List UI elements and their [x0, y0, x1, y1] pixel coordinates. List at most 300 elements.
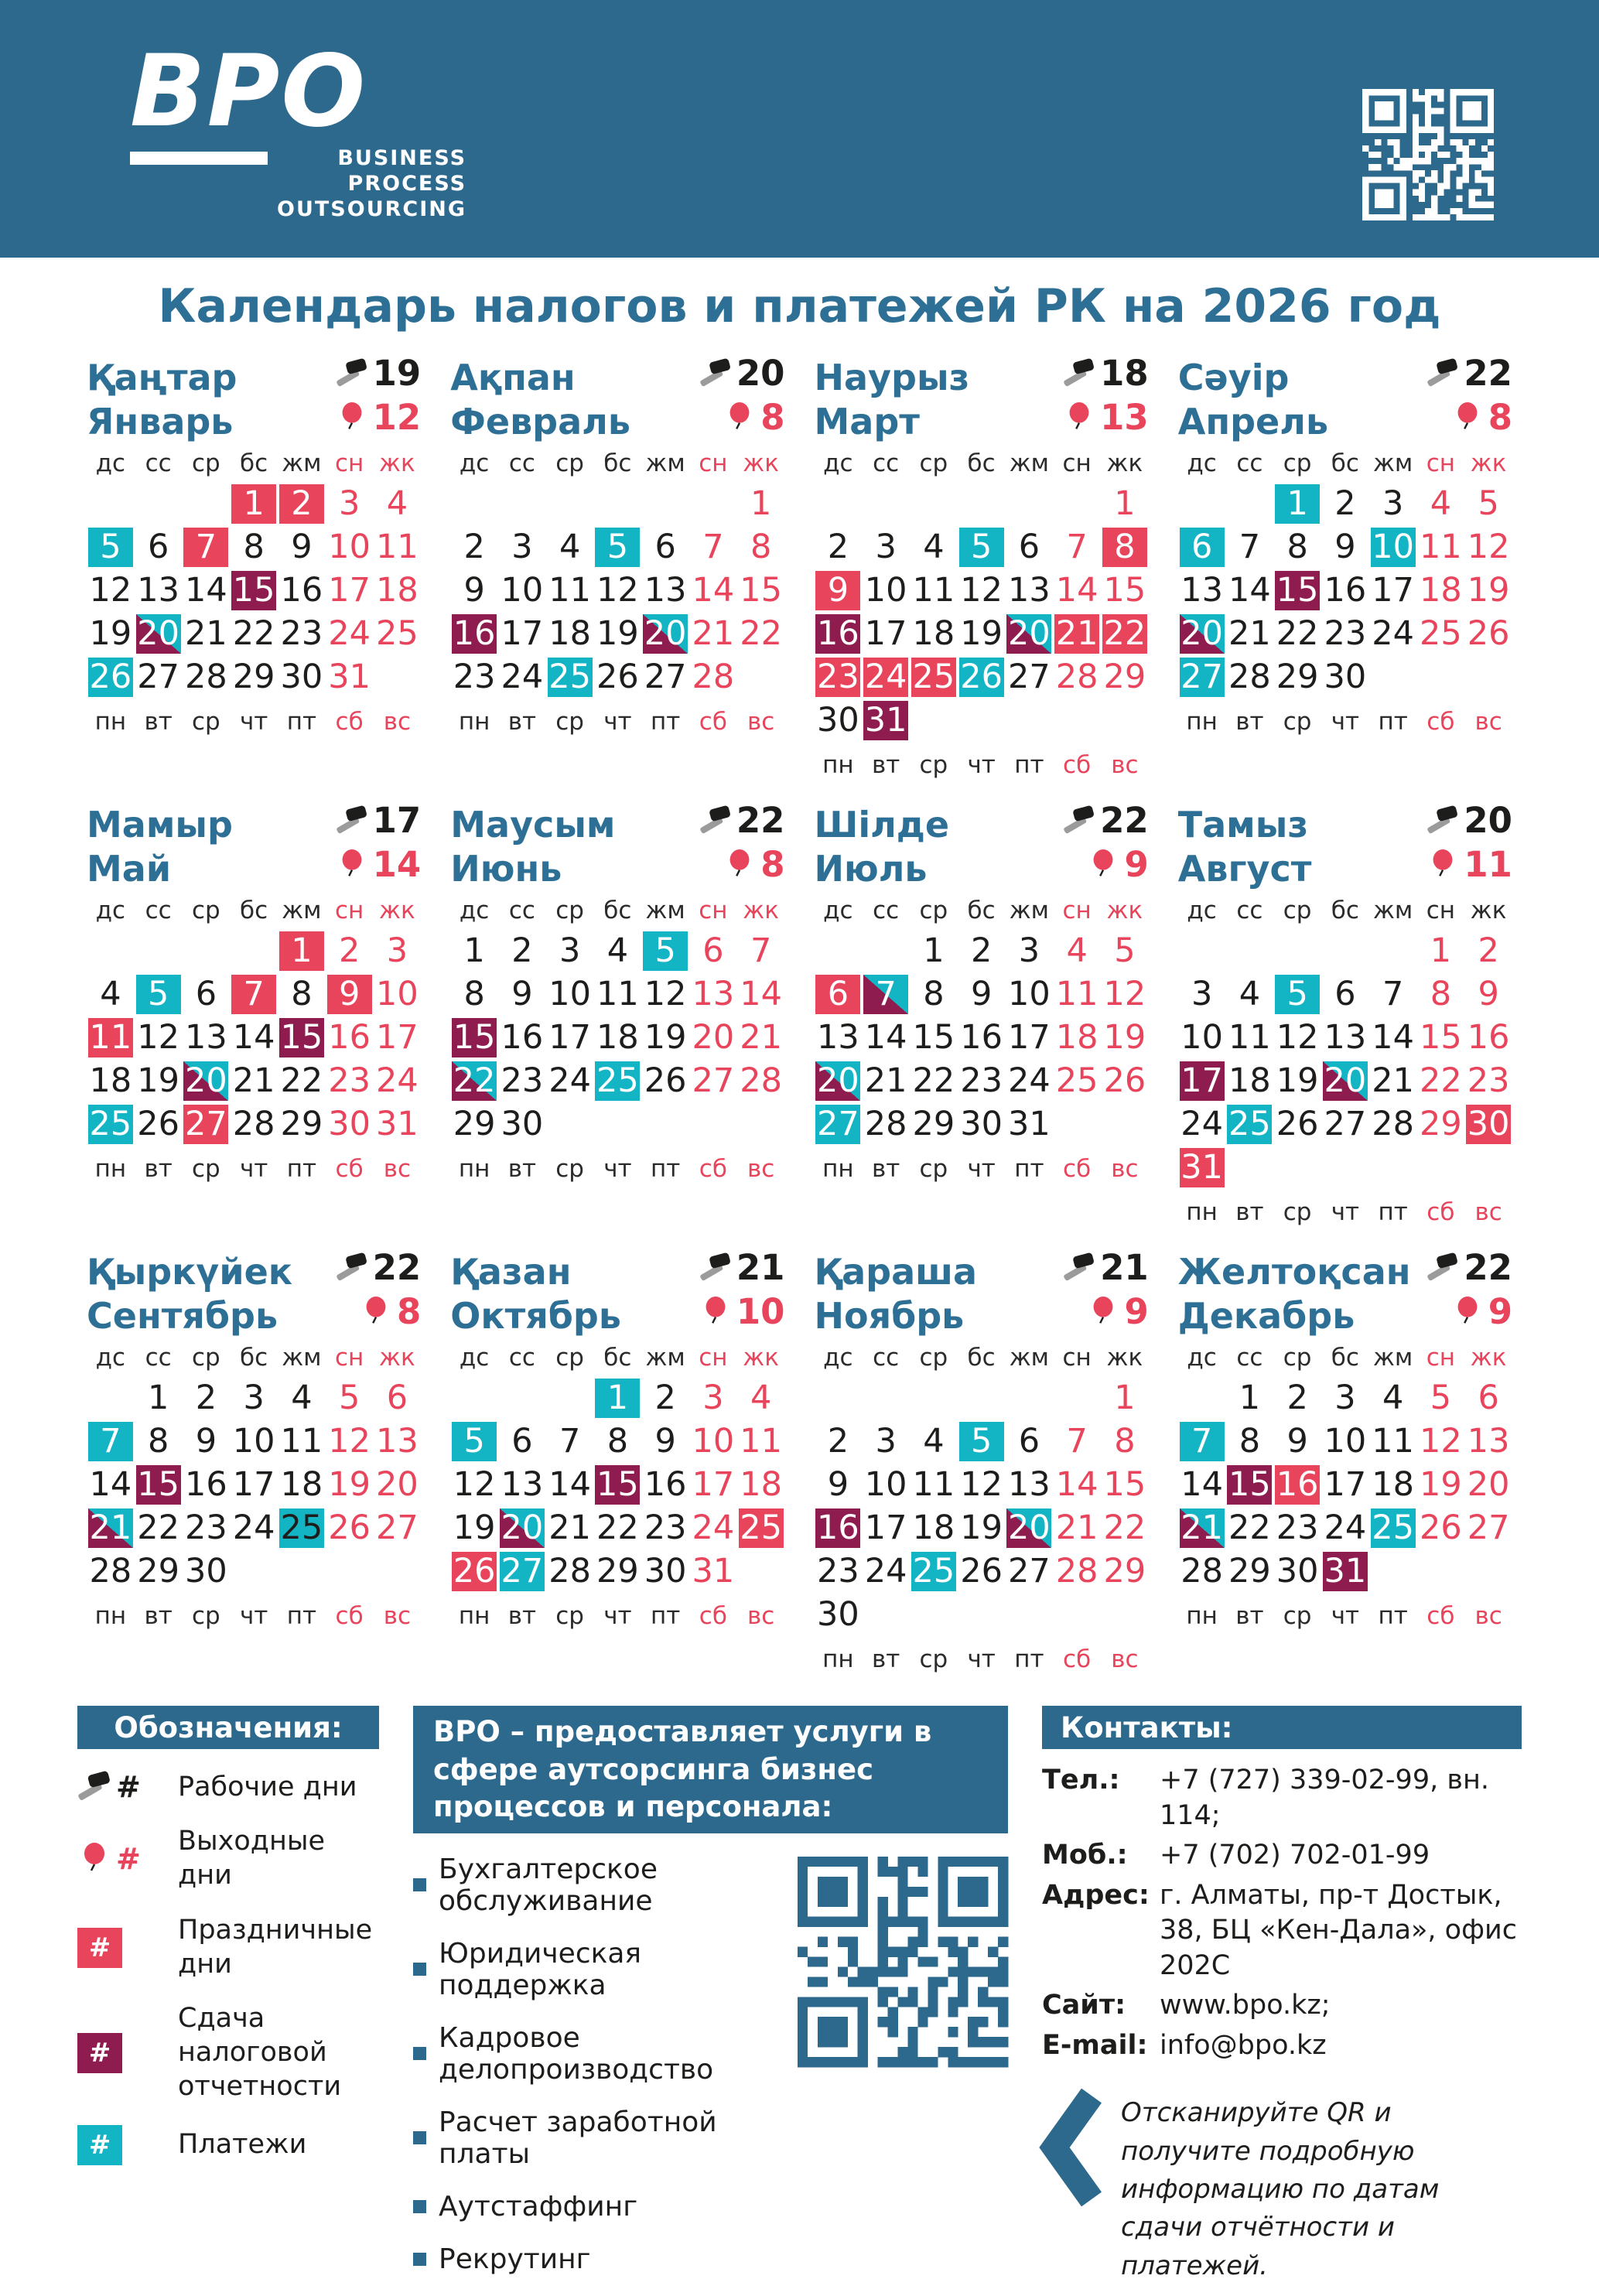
day-weekend: 12	[328, 1422, 371, 1461]
balloon-icon	[723, 401, 756, 434]
weekday-footer-row	[87, 1593, 421, 1635]
weekday-ru-label: пн	[94, 708, 127, 736]
day-payment: 5	[1275, 975, 1320, 1014]
services-list	[413, 1854, 774, 2296]
day-payment: 25	[1372, 1508, 1414, 1548]
day-working: 26	[596, 658, 639, 697]
day-cell-empty	[546, 1102, 594, 1146]
weekday-kk-label: жм	[1009, 1344, 1050, 1372]
day-working: 3	[559, 931, 581, 971]
day-working: 8	[147, 1422, 169, 1461]
day-weekend: 26	[1420, 1508, 1462, 1548]
day-working: 17	[1008, 1018, 1051, 1057]
weekday-ru-label: сб	[1426, 1602, 1455, 1631]
day-working: 14	[232, 1018, 275, 1057]
weekday-ru-label: ср	[555, 1155, 584, 1184]
workdays-count: 22	[1426, 354, 1512, 393]
header-band	[0, 0, 1599, 258]
day-working: 22	[912, 1061, 955, 1101]
weekday-kk-label: дс	[459, 897, 490, 925]
day-cell-empty	[230, 1549, 278, 1593]
contacts-block	[1042, 1706, 1522, 2295]
weekday-kk-label: сс	[873, 897, 900, 925]
day-weekend: 20	[1467, 1465, 1510, 1505]
legend-block	[77, 1706, 379, 2295]
weekday-kk-label: жк	[379, 897, 415, 925]
weekday-ru-label: чт	[603, 1155, 632, 1184]
day-working: 6	[195, 975, 217, 1014]
weekday-footer-row	[815, 1146, 1149, 1187]
day-working: 18	[912, 1508, 955, 1548]
workdays-count: 22	[336, 1248, 422, 1287]
weekday-ru-label: пт	[650, 1155, 681, 1184]
weekday-ru-label: пн	[822, 1155, 854, 1184]
workdays-count: 17	[336, 801, 422, 840]
day-weekend: 10	[328, 528, 371, 567]
day-weekend: 23	[328, 1061, 371, 1101]
weekday-kk-label: жк	[743, 897, 779, 925]
weekday-kk-label: сн	[1062, 1344, 1092, 1372]
chevron-left-icon	[1042, 2089, 1098, 2205]
day-working: 23	[280, 614, 323, 654]
day-payment: 26	[960, 658, 1003, 697]
month-name-kk: Шілде	[814, 803, 950, 846]
weekday-kk-label: сс	[508, 449, 535, 478]
days-grid	[815, 1376, 1149, 1636]
day-cell-empty	[183, 482, 231, 525]
weekday-ru-label: пн	[1186, 1602, 1218, 1631]
flag-icon	[1426, 805, 1459, 837]
day-working: 12	[960, 1465, 1003, 1505]
day-working: 29	[232, 658, 275, 697]
month-name-kk: Қараша	[814, 1250, 978, 1293]
day-weekend: 24	[376, 1061, 419, 1101]
weekday-ru-label: вс	[747, 1602, 775, 1631]
day-working: 12	[453, 1465, 496, 1505]
day-cell-empty	[230, 929, 278, 972]
day-cell-empty	[1053, 482, 1101, 525]
weekday-kk-label: сс	[145, 1344, 172, 1372]
day-cell-empty	[326, 1549, 374, 1593]
day-payment: 5	[452, 1422, 497, 1461]
balloon-icon	[1451, 1296, 1484, 1328]
month-name-kk: Желтоқсан	[1177, 1250, 1411, 1293]
weekday-kk-label: сс	[1236, 1344, 1263, 1372]
weekday-ru-label: чт	[603, 708, 632, 736]
services-block	[413, 1706, 1008, 2295]
weekday-kk-label: бс	[967, 449, 996, 478]
workdays-count: 22	[699, 801, 785, 840]
day-weekend: 10	[692, 1422, 735, 1461]
weekday-kk-label: бс	[240, 449, 268, 478]
day-cell-empty	[450, 482, 498, 525]
day-weekend: 14	[692, 571, 735, 610]
weekday-kk-label: бс	[967, 897, 996, 925]
flag-icon	[699, 1252, 732, 1284]
day-holiday: 30	[1467, 1105, 1510, 1144]
day-weekend: 27	[692, 1061, 735, 1101]
weekends-count: 10	[699, 1292, 785, 1331]
day-weekend: 13	[376, 1422, 419, 1461]
day-report: 17	[1180, 1061, 1223, 1101]
day-report: 16	[817, 614, 859, 654]
weekday-kk-label: жм	[1372, 1344, 1413, 1372]
day-weekend: 27	[376, 1508, 419, 1548]
month-2	[450, 354, 784, 784]
day-cell-empty	[594, 482, 642, 525]
weekday-ru-label: вт	[871, 1645, 900, 1674]
day-working: 6	[1018, 528, 1040, 567]
report-swatch: #	[77, 2033, 122, 2073]
day-working: 28	[864, 1105, 907, 1144]
page-title: Календарь налогов и платежей РК на 2026 год	[158, 279, 1441, 333]
day-working: 11	[596, 975, 639, 1014]
day-weekend: 5	[1430, 1379, 1452, 1418]
day-weekend: 24	[328, 614, 371, 654]
day-cell-empty	[1006, 1593, 1054, 1636]
day-cell-empty	[958, 699, 1006, 742]
weekday-ru-label: пт	[650, 708, 681, 736]
day-working: 4	[100, 975, 121, 1014]
day-weekend: 4	[750, 1379, 772, 1418]
day-working: 14	[864, 1018, 907, 1057]
day-weekend: 9	[1478, 975, 1499, 1014]
day-cell-empty	[594, 1102, 642, 1146]
weekday-kk-label: сн	[1426, 1344, 1456, 1372]
day-weekend: 26	[1467, 614, 1510, 654]
day-working: 29	[137, 1552, 179, 1591]
weekday-kk-label: ср	[1283, 449, 1312, 478]
day-cell-empty	[1321, 929, 1369, 972]
day-holiday: 11	[89, 1018, 132, 1057]
day-working: 3	[875, 528, 897, 567]
day-weekend: 8	[750, 528, 772, 567]
month-name-ru: Сентябрь	[87, 1295, 278, 1338]
day-working: 14	[1372, 1018, 1414, 1057]
services-heading: BPO – предоставляет услуги в сфере аутсорсинга бизнес процессов и персонала:	[413, 1706, 1008, 1833]
day-weekend: 1	[1430, 931, 1452, 971]
day-working: 9	[827, 1465, 849, 1505]
day-weekend: 20	[692, 1018, 735, 1057]
weekday-ru-label: вт	[507, 708, 537, 736]
day-working: 13	[817, 1018, 859, 1057]
day-working: 3	[511, 528, 533, 567]
contact-label: Сайт:	[1042, 1990, 1126, 2021]
weekday-kk-label: жм	[645, 1344, 685, 1372]
day-working: 16	[960, 1018, 1003, 1057]
day-working: 1	[463, 931, 485, 971]
weekday-ru-label: чт	[1331, 1602, 1360, 1631]
weekday-ru-label: вс	[1474, 708, 1502, 736]
day-cell-empty	[910, 1593, 958, 1636]
square-bullet-icon	[413, 2200, 426, 2213]
flag-icon	[1063, 1252, 1095, 1284]
weekday-ru-label: вт	[144, 708, 173, 736]
day-working: 24	[501, 658, 544, 697]
weekends-count: 9	[1087, 1292, 1148, 1331]
month-name-ru: Май	[87, 847, 172, 890]
day-cell-empty	[1053, 1102, 1101, 1146]
day-working: 22	[1276, 614, 1319, 654]
day-working: 29	[1276, 658, 1319, 697]
day-working: 22	[232, 614, 275, 654]
weekday-ru-label: вт	[871, 751, 900, 780]
day-working: 13	[1324, 1018, 1367, 1057]
weekday-kk-label: ср	[919, 449, 948, 478]
weekday-footer-row	[1178, 1189, 1512, 1231]
weekday-header-row	[87, 889, 421, 929]
day-working: 17	[548, 1018, 591, 1057]
month-name-kk: Мамыр	[87, 803, 233, 846]
weekends-count: 9	[1451, 1292, 1512, 1331]
day-weekend: 21	[1055, 1508, 1098, 1548]
day-weekend: 13	[692, 975, 735, 1014]
weekday-header-row	[815, 1336, 1149, 1376]
weekday-kk-label: ср	[555, 1344, 584, 1372]
day-working: 6	[147, 528, 169, 567]
logo-subtitle-line: OUTSOURCING	[277, 196, 467, 221]
day-cell-empty	[689, 1102, 737, 1146]
weekday-ru-label: чт	[1331, 1198, 1360, 1227]
day-holiday: 7	[231, 975, 276, 1014]
weekday-header-row	[815, 442, 1149, 482]
day-weekend: 15	[1103, 571, 1146, 610]
weekday-kk-label: сн	[699, 1344, 728, 1372]
day-cell-empty	[815, 929, 863, 972]
weekday-kk-label: бс	[603, 449, 632, 478]
weekday-ru-label: сб	[1063, 1645, 1092, 1674]
day-working: 6	[1334, 975, 1356, 1014]
day-working: 24	[1324, 1508, 1367, 1548]
day-working: 13	[1180, 571, 1223, 610]
day-cell-empty	[1226, 929, 1274, 972]
day-working: 3	[1191, 975, 1213, 1014]
day-weekend: 23	[1467, 1061, 1510, 1101]
day-working: 4	[606, 931, 629, 971]
day-working: 24	[1180, 1105, 1223, 1144]
balloon-icon	[360, 1296, 392, 1328]
balloon-icon	[336, 401, 368, 434]
day-cell-empty	[641, 1102, 689, 1146]
day-cell-empty	[862, 1376, 910, 1420]
day-cell-empty	[87, 929, 135, 972]
weekday-kk-label: дс	[823, 897, 853, 925]
weekday-header-row	[87, 442, 421, 482]
day-cell-empty	[1417, 655, 1465, 699]
day-weekend: 28	[1055, 1552, 1098, 1591]
weekday-kk-label: ср	[192, 449, 220, 478]
day-working: 27	[1008, 658, 1051, 697]
service-item-label: Расчет заработной платы	[439, 2106, 717, 2170]
day-working: 22	[596, 1508, 639, 1548]
day-working: 30	[1324, 658, 1367, 697]
day-cell-empty	[374, 1549, 422, 1593]
weekday-kk-label: дс	[1187, 897, 1217, 925]
weekday-kk-label: сс	[1236, 449, 1263, 478]
weekday-kk-label: дс	[459, 1344, 490, 1372]
day-weekend: 4	[386, 484, 408, 524]
weekday-kk-label: сн	[334, 1344, 364, 1372]
weekday-kk-label: сс	[508, 897, 535, 925]
days-grid	[87, 1376, 421, 1593]
day-working: 19	[89, 614, 132, 654]
service-item	[413, 2106, 774, 2170]
contact-label: Тел.:	[1042, 1765, 1120, 1796]
day-holiday: 2	[279, 484, 324, 524]
weekday-ru-label: вт	[144, 1602, 173, 1631]
day-working: 23	[817, 1552, 859, 1591]
day-weekend: 6	[702, 931, 724, 971]
day-holiday: 25	[740, 1508, 782, 1548]
month-name-ru: Октябрь	[450, 1295, 621, 1338]
weekday-ru-label: чт	[239, 1602, 268, 1631]
weekday-kk-label: бс	[240, 897, 268, 925]
weekday-kk-label: жк	[1470, 897, 1507, 925]
weekday-kk-label: жк	[379, 1344, 415, 1372]
day-cell-empty	[87, 1376, 135, 1420]
weekday-kk-label: жм	[282, 449, 322, 478]
month-11	[815, 1248, 1149, 1678]
workdays-count: 21	[699, 1248, 785, 1287]
day-report-payment: 20	[1324, 1061, 1367, 1101]
weekday-ru-label: пн	[94, 1155, 127, 1184]
qr-code-icon	[798, 1857, 1008, 2067]
weekday-ru-label: ср	[555, 708, 584, 736]
day-working: 11	[548, 571, 591, 610]
day-weekend: 7	[1066, 1422, 1088, 1461]
weekday-ru-label: вс	[383, 1155, 412, 1184]
day-working: 23	[960, 1061, 1003, 1101]
weekday-ru-label: пт	[1014, 1155, 1044, 1184]
day-weekend: 3	[702, 1379, 724, 1418]
weekday-ru-label: сб	[1063, 1155, 1092, 1184]
day-report-payment: 20	[1008, 614, 1051, 654]
balloon-icon	[1087, 849, 1119, 881]
day-working: 8	[463, 975, 485, 1014]
days-grid	[1178, 929, 1512, 1189]
day-payment: 5	[595, 528, 640, 567]
day-holiday: 1	[279, 931, 324, 971]
weekday-kk-label: сс	[145, 449, 172, 478]
day-working: 22	[137, 1508, 179, 1548]
days-grid	[450, 482, 784, 699]
month-9	[87, 1248, 421, 1678]
day-cell-empty	[1273, 929, 1321, 972]
weekday-ru-label: сб	[699, 1602, 727, 1631]
day-cell-empty	[1226, 482, 1274, 525]
weekday-kk-label: жм	[1009, 449, 1050, 478]
weekday-ru-label: ср	[919, 1155, 948, 1184]
day-payment: 5	[136, 975, 181, 1014]
contact-row	[1042, 2028, 1522, 2064]
day-working: 9	[1286, 1422, 1308, 1461]
day-working: 10	[1180, 1018, 1223, 1057]
day-cell-empty	[1369, 929, 1417, 972]
day-report: 15	[137, 1465, 179, 1505]
day-cell-empty	[815, 482, 863, 525]
day-working: 30	[280, 658, 323, 697]
day-cell-empty	[1369, 655, 1417, 699]
day-weekend: 29	[1103, 1552, 1146, 1591]
weekday-kk-label: сс	[145, 897, 172, 925]
day-cell-empty	[1006, 482, 1054, 525]
balloon-icon	[1426, 849, 1459, 881]
day-weekend: 15	[1103, 1465, 1146, 1505]
weekday-footer-row	[1178, 1593, 1512, 1635]
day-working: 15	[912, 1018, 955, 1057]
day-cell-empty	[737, 1549, 785, 1593]
weekday-kk-label: сн	[334, 897, 364, 925]
weekday-header-row	[1178, 442, 1512, 482]
balloon-icon	[1087, 1296, 1119, 1328]
day-report: 15	[1276, 571, 1319, 610]
legend-item-label: Рабочие дни	[178, 1771, 357, 1802]
weekday-kk-label: бс	[603, 897, 632, 925]
day-payment: 26	[89, 658, 132, 697]
day-cell-empty	[737, 655, 785, 699]
day-working: 9	[195, 1422, 217, 1461]
day-holiday: 21	[1055, 614, 1098, 654]
weekday-ru-label: сб	[1426, 708, 1455, 736]
day-working: 13	[644, 571, 687, 610]
weekday-ru-label: пн	[94, 1602, 127, 1631]
day-cell-empty	[1053, 1376, 1101, 1420]
weekday-ru-label: вс	[1111, 1155, 1139, 1184]
day-working: 17	[864, 614, 907, 654]
month-name-ru: Февраль	[450, 400, 630, 442]
legend-item-label: Платежи	[178, 2128, 307, 2160]
day-working: 2	[970, 931, 993, 971]
weekday-ru-label: чт	[239, 1155, 268, 1184]
day-report: 15	[280, 1018, 323, 1057]
weekday-ru-label: вс	[1474, 1602, 1502, 1631]
weekday-kk-label: жк	[1106, 897, 1143, 925]
day-weekend: 19	[1103, 1018, 1146, 1057]
day-weekend: 10	[376, 975, 419, 1014]
day-working: 11	[1228, 1018, 1271, 1057]
day-weekend: 7	[750, 931, 772, 971]
days-grid	[815, 482, 1149, 742]
qr-code-icon	[1362, 89, 1494, 220]
weekday-header-row	[1178, 889, 1512, 929]
weekday-ru-label: вт	[1235, 1198, 1264, 1227]
day-working: 21	[1372, 1061, 1414, 1101]
flag-icon	[699, 805, 732, 837]
day-working: 30	[644, 1552, 687, 1591]
day-holiday: 9	[327, 975, 372, 1014]
day-report: 15	[596, 1465, 639, 1505]
day-weekend: 17	[376, 1018, 419, 1057]
month-6	[450, 801, 784, 1231]
day-weekend: 27	[1467, 1508, 1510, 1548]
weekday-ru-label: пт	[286, 1155, 317, 1184]
weekday-ru-label: вт	[507, 1602, 537, 1631]
day-report-payment: 20	[817, 1061, 859, 1101]
day-report: 31	[864, 701, 907, 740]
day-payment: 25	[912, 1552, 955, 1591]
day-report: 15	[453, 1018, 496, 1057]
day-working: 3	[1382, 484, 1404, 524]
day-working: 24	[1372, 614, 1414, 654]
weekday-header-row	[450, 1336, 784, 1376]
balloon-icon	[1451, 401, 1484, 434]
square-bullet-icon	[413, 2047, 426, 2060]
weekday-ru-label: чт	[239, 708, 268, 736]
weekday-footer-row	[450, 1593, 784, 1635]
weekday-ru-label: ср	[192, 1155, 220, 1184]
weekday-ru-label: пн	[1186, 1198, 1218, 1227]
day-working: 6	[1018, 1422, 1040, 1461]
